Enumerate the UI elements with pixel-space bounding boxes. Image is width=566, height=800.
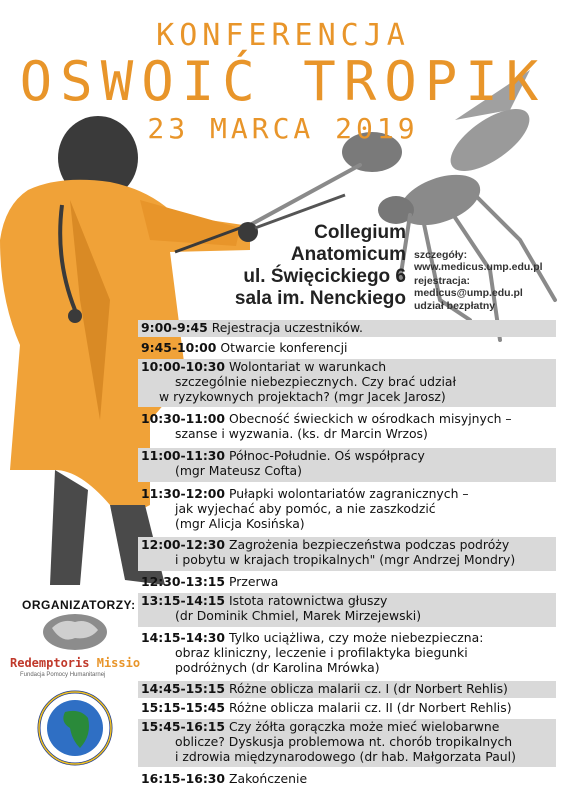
conference-label: KONFERENCJA (156, 18, 410, 53)
schedule-text: podróżnych (dr Karolina Mrówka) (175, 660, 380, 675)
details-label: szczegóły: (414, 249, 468, 261)
schedule-text: Przerwa (228, 574, 279, 589)
schedule-item (138, 593, 556, 627)
foundation-caption: Fundacja Pomocy Humanitarnej (20, 672, 106, 678)
schedule-time: 15:15-15:45 (141, 700, 226, 715)
schedule-text: Wolontariat w warunkach (228, 359, 387, 374)
venue-line-2: Anatomicum (290, 244, 406, 265)
schedule-text: Czy żółta gorączka może mieć wielobarwne (228, 719, 500, 734)
schedule-item (138, 359, 556, 407)
schedule-text: Różne oblicza malarii cz. II (dr Norbert Rehlis) (228, 700, 512, 715)
association-seal-logo (39, 692, 111, 764)
logo-text: Redemptoris (10, 656, 90, 670)
schedule-item (138, 574, 556, 591)
free-participation-note: udział bezpłatny (414, 300, 496, 312)
schedule-text: Tylko uciążliwa, czy może niebezpieczna: (228, 630, 484, 645)
schedule-time: 9:00-9:45 (141, 320, 208, 335)
schedule-text: Północ-Południe. Oś współpracy (228, 448, 425, 463)
schedule-time: 9:45-10:00 (141, 340, 217, 355)
details-website-link[interactable]: www.medicus.ump.edu.pl (414, 261, 543, 273)
schedule-text: w ryzykownych projektach? (mgr Jacek Jarosz) (159, 389, 446, 404)
conference-title: OSWOIĆ TROPIK (19, 50, 547, 113)
schedule-time: 14:15-14:30 (141, 630, 226, 645)
schedule-text: (mgr Alicja Kosińska) (175, 516, 305, 531)
schedule-item (138, 411, 556, 445)
venue-line-3: ul. Święcickiego 6 (243, 266, 406, 287)
schedule-text: Zagrożenia bezpieczeństwa podczas podróży (228, 537, 510, 552)
schedule-text: szczególnie niebezpiecznych. Czy brać udział (175, 374, 457, 389)
schedule-item (138, 719, 556, 767)
registration-email-link[interactable]: medicus@ump.edu.pl (414, 287, 523, 299)
schedule-time: 11:00-11:30 (141, 448, 226, 463)
schedule-item (138, 630, 556, 678)
schedule-text: Otwarcie konferencji (220, 340, 348, 355)
schedule-text: (mgr Mateusz Cofta) (175, 463, 302, 478)
venue-line-4: sala im. Nenckiego (234, 288, 406, 309)
schedule-time: 11:30-12:00 (141, 486, 226, 501)
logo-text: Missio (96, 656, 141, 670)
schedule-time: 14:45-15:15 (141, 681, 226, 696)
schedule-text: Zakończenie (228, 771, 308, 786)
schedule-text: Różne oblicza malarii cz. I (dr Norbert Rehlis) (228, 681, 508, 696)
schedule-text: szanse i wyzwania. (ks. dr Marcin Wrzos) (175, 426, 428, 441)
schedule-text: Obecność świeckich w ośrodkach misyjnych – (228, 411, 512, 426)
organizers-label: ORGANIZATORZY: (22, 598, 136, 612)
schedule-time: 10:00-10:30 (141, 359, 226, 374)
venue-line-1: Collegium (314, 222, 406, 243)
schedule-item (138, 340, 556, 357)
schedule-time: 16:15-16:30 (141, 771, 226, 786)
registration-label: rejestracja: (414, 275, 471, 287)
schedule-text: Rejestracja uczestników. (211, 320, 363, 335)
schedule-time: 10:30-11:00 (141, 411, 226, 426)
schedule-text: Pułapki wolontariatów zagranicznych – (228, 486, 469, 501)
schedule-text: jak wyjechać aby pomóc, a nie zaszkodzić (175, 501, 436, 516)
schedule-item (138, 320, 556, 337)
redemptoris-missio-logo (10, 656, 140, 670)
schedule-text: Istota ratownictwa głuszy (228, 593, 388, 608)
schedule-item (138, 448, 556, 482)
schedule-time: 15:45-16:15 (141, 719, 226, 734)
schedule-time: 12:30-13:15 (141, 574, 226, 589)
schedule-text: i zdrowia międzynarodowego (dr hab. Małgorzata Paul) (175, 749, 516, 764)
schedule-text: i pobytu w krajach tropikalnych" (mgr Andrzej Mondry) (175, 552, 516, 567)
globe-logo (43, 614, 107, 650)
schedule-item (138, 771, 556, 788)
schedule-item (138, 537, 556, 571)
schedule-text: (dr Dominik Chmiel, Marek Mirzejewski) (175, 608, 422, 623)
schedule-item (138, 486, 556, 534)
schedule-item (138, 700, 556, 717)
conference-date: 23 MARCA 2019 (147, 112, 419, 145)
schedule-text: obraz kliniczny, leczenie i profilaktyka biegunki (175, 645, 468, 660)
schedule-time: 12:00-12:30 (141, 537, 226, 552)
schedule-item (138, 681, 556, 698)
schedule-text: oblicze? Dyskusja problemowa nt. chorób tropikalnych (175, 734, 513, 749)
schedule-time: 13:15-14:15 (141, 593, 226, 608)
